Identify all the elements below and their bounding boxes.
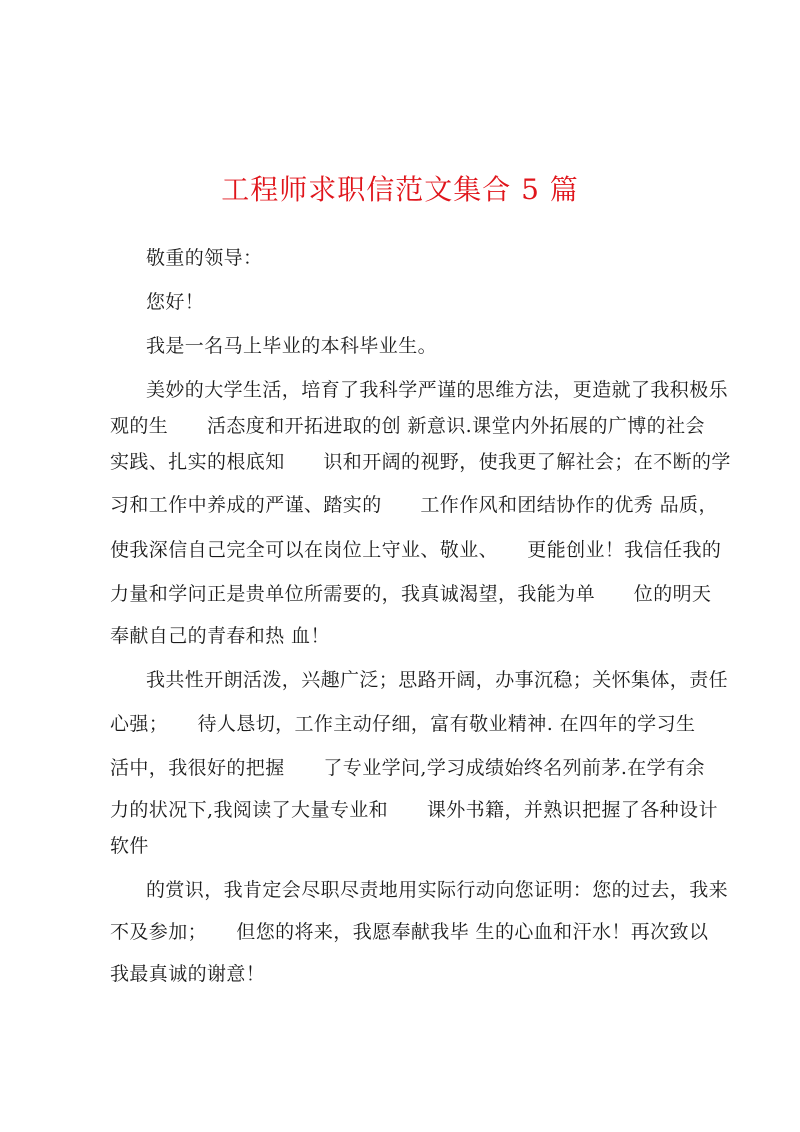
body-line: 观的生 活态度和开拓进取的创 新意识.课堂内外拓展的广博的社会	[110, 415, 705, 437]
body-line: 力的状况下,我阅读了大量专业和 课外书籍，并熟识把握了各种设计	[110, 799, 718, 821]
body-line: 软件	[110, 835, 149, 857]
body-line: 活中，我很好的把握 了专业学问,学习成绩始终名列前茅.在学有余	[110, 757, 705, 779]
body-line: 奉献自己的青春和热 血！	[110, 625, 330, 647]
body-line: 心强； 待人恳切，工作主动仔细，富有敬业精神. 在四年的学习生	[110, 713, 696, 735]
body-line: 使我深信自己完全可以在岗位上守业、敬业、 更能创业！我信任我的	[110, 539, 722, 561]
body-line: 美妙的大学生活，培育了我科学严谨的思维方法，更造就了我积极乐	[146, 379, 729, 401]
body-line: 我最真诚的谢意！	[110, 963, 266, 985]
body-line: 不及参加； 但您的将来，我愿奉献我毕 生的心血和汗水！再次致以	[110, 921, 709, 943]
body-line: 力量和学问正是贵单位所需要的，我真诚渴望，我能为单 位的明天	[110, 583, 712, 605]
body-line: 敬重的领导：	[146, 247, 263, 269]
body-line: 实践、扎实的根底知 识和开阔的视野，使我更了解社会；在不断的学	[110, 451, 731, 473]
body-line: 我是一名马上毕业的本科毕业生。	[146, 335, 438, 357]
body-line: 的赏识，我肯定会尽职尽责地用实际行动向您证明：您的过去，我来	[146, 879, 729, 901]
body-line: 我共性开朗活泼，兴趣广泛；思路开阔，办事沉稳；关怀集体，责任	[146, 669, 729, 691]
body-line: 您好！	[146, 291, 205, 313]
document-title: 工程师求职信范文集合 5 篇	[221, 173, 579, 206]
body-line: 习和工作中养成的严谨、踏实的 工作作风和团结协作的优秀 品质，	[110, 494, 718, 516]
